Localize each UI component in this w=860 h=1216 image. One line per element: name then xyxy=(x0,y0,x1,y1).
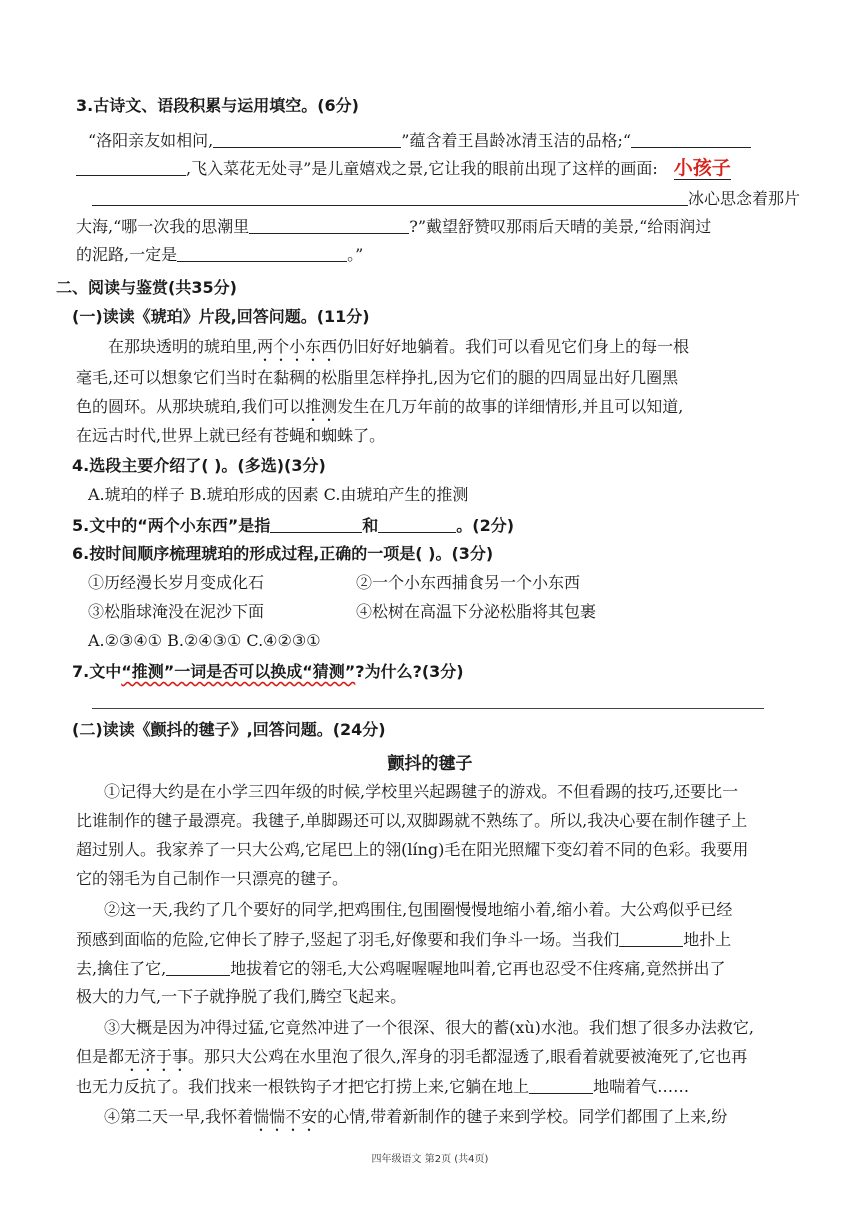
passage-text: 但是都 xyxy=(76,1047,125,1066)
passage-line: ③大概是因为冲得过猛,它竟然冲进了一个很深、很大的蓄(xù)水池。我们想了很多办法救它, xyxy=(104,1018,754,1037)
answer-blank[interactable] xyxy=(631,129,751,148)
article-title: 颤抖的毽子 xyxy=(387,754,473,774)
question-4: 4.选段主要介绍了( )。(多选)(3分) xyxy=(72,456,326,475)
passage-text: 的心情,带着新制作的毽子来到学校。同学们都围了上来,纷 xyxy=(317,1107,728,1126)
q3-text: 冰心思念着那片 xyxy=(688,189,801,208)
answer-blank[interactable] xyxy=(619,928,683,947)
answer-blank[interactable] xyxy=(213,129,401,148)
q3-text: ,飞入菜花无处寻”是儿童嬉戏之景,它让我的眼前出现了这样的画面: xyxy=(186,159,658,178)
q3-heading: 3.古诗文、语段积累与运用填空。(6分) xyxy=(76,96,359,115)
passage-line xyxy=(76,1046,747,1075)
handwritten-answer: 小孩子 xyxy=(673,157,731,179)
question-7 xyxy=(72,661,464,683)
emphasized-text: 推测 xyxy=(305,397,338,416)
part1-heading: (一)读读《琥珀》片段,回答问题。(11分) xyxy=(72,307,370,326)
answer-blank[interactable] xyxy=(76,157,186,176)
passage-text: 地拔着它的翎毛,大公鸡喔喔喔地叫着,它再也忍受不住疼痛,竟然拼出了 xyxy=(230,959,726,978)
answer-line[interactable] xyxy=(92,708,764,709)
answer-blank[interactable] xyxy=(249,215,409,234)
q3-text: ?”戴望舒赞叹那雨后天晴的美景,“给雨润过 xyxy=(409,217,712,236)
passage-line: 毫毛,还可以想象它们当时在黏稠的松脂里怎样挣扎,因为它们的腿的四周显出好几圈黑 xyxy=(76,368,679,387)
part2-heading: (二)读读《颤抖的毽子》,回答问题。(24分) xyxy=(72,720,386,739)
question-5 xyxy=(72,514,514,537)
q3-text: “洛阳亲友如相问, xyxy=(88,131,214,150)
passage-text: 在那块透明的琥珀里, xyxy=(108,337,258,356)
question-4-options: A.琥珀的样子 B.琥珀形成的因素 C.由琥珀产生的推测 xyxy=(88,485,469,504)
passage-text: 地喘着气…… xyxy=(593,1077,690,1096)
passage-text: 。那只大公鸡在水里泡了很久,浑身的羽毛都湿透了,眼看着就要被淹死了,它也再 xyxy=(188,1047,748,1066)
answer-blank[interactable] xyxy=(378,514,456,533)
question-text: 7.文中 xyxy=(72,662,122,681)
passage-line: 在远古时代,世界上就已经有苍蝇和蜘蛛了。 xyxy=(76,426,386,445)
answer-blank[interactable] xyxy=(529,1075,593,1094)
passage-line xyxy=(76,928,731,951)
passage-line: 它的翎毛为自己制作一只漂亮的毽子。 xyxy=(76,869,349,888)
answer-blank[interactable] xyxy=(270,514,362,533)
passage-text: 去,擒住了它, xyxy=(76,959,167,978)
passage-text: ④第二天一早,我怀着 xyxy=(104,1107,254,1126)
answer-blank[interactable] xyxy=(92,187,688,206)
passage-line: ①记得大约是在小学三四年级的时候,学校里兴起踢毽子的游戏。不但看踢的技巧,还要比一 xyxy=(104,782,739,801)
passage-line: 极大的力气,一下子就挣脱了我们,腾空飞起来。 xyxy=(76,987,407,1006)
answer-blank[interactable] xyxy=(177,243,347,262)
q3-text: 的泥路,一定是 xyxy=(76,245,178,264)
emphasized-text: 无济于事 xyxy=(124,1047,189,1066)
passage-text: 仍旧好好地躺着。我们可以看见它们身上的每一根 xyxy=(337,337,690,356)
q3-line-3 xyxy=(92,187,800,210)
q3-line-4 xyxy=(76,215,711,238)
passage-line xyxy=(108,336,689,365)
passage-line xyxy=(104,1106,727,1135)
q3-text: ”蕴含着王昌龄冰清玉洁的品格;“ xyxy=(401,131,632,150)
passage-line: 比谁制作的毽子最漂亮。我毽子,单脚踢还可以,双脚踢就不熟练了。所以,我决心要在制作毽子上 xyxy=(76,811,748,830)
question-text: 5.文中的“两个小东西”是指 xyxy=(72,516,271,535)
question-text: ?为什么?(3分) xyxy=(355,662,464,681)
q3-line-5 xyxy=(76,243,363,266)
page-footer: 四年级语文 第2页 (共4页) xyxy=(371,1154,489,1165)
answer-blank[interactable] xyxy=(166,957,230,976)
emphasized-text: 惴惴不安 xyxy=(253,1107,318,1126)
q3-text: 大海,“哪一次我的思潮里 xyxy=(76,217,250,236)
question-6-options: A.②③④① B.②④③① C.④②③① xyxy=(88,631,321,650)
question-6-step-1: ①历经漫长岁月变成化石 xyxy=(88,573,265,592)
question-text: 和 xyxy=(362,516,379,535)
passage-text: 预感到面临的危险,它伸长了脖子,竖起了羽毛,好像要和我们争斗一场。当我们 xyxy=(76,930,620,949)
passage-text: 也无力反抗了。我们找来一根铁钩子才把它打捞上来,它躺在地上 xyxy=(76,1077,530,1096)
passage-line xyxy=(76,957,725,980)
passage-text: 色的圆环。从那块琥珀,我们可以 xyxy=(76,397,306,416)
passage-line: 超过别人。我家养了一只大公鸡,它尾巴上的翎(líng)毛在阳光照耀下变幻着不同的色彩。我要用 xyxy=(76,840,749,859)
question-6-step-2: ②一个小东西捕食另一个小东西 xyxy=(356,573,581,592)
passage-line xyxy=(76,1075,689,1098)
q3-line-1 xyxy=(88,129,751,152)
passage-text: 地扑上 xyxy=(683,930,732,949)
question-6-step-3: ③松脂球淹没在泥沙下面 xyxy=(88,602,265,621)
question-6: 6.按时间顺序梳理琥珀的形成过程,正确的一项是( )。(3分) xyxy=(72,544,494,563)
passage-text: 发生在几万年前的故事的详细情形,并且可以知道, xyxy=(337,397,684,416)
section-heading: 二、阅读与鉴赏(共35分) xyxy=(56,278,237,297)
passage-line: ②这一天,我约了几个要好的同学,把鸡围住,包围圈慢慢地缩小着,缩小着。大公鸡似乎已经 xyxy=(104,900,733,919)
emphasized-text: 两个小东西 xyxy=(257,337,338,356)
question-text: 。(2分) xyxy=(456,516,515,535)
q3-text: 。” xyxy=(347,245,364,264)
marked-text: “推测”一词是否可以换成“猜测” xyxy=(121,662,356,681)
q3-line-2 xyxy=(76,157,731,180)
question-6-step-4: ④松树在高温下分泌松脂将其包裹 xyxy=(356,602,597,621)
passage-line xyxy=(76,396,683,425)
